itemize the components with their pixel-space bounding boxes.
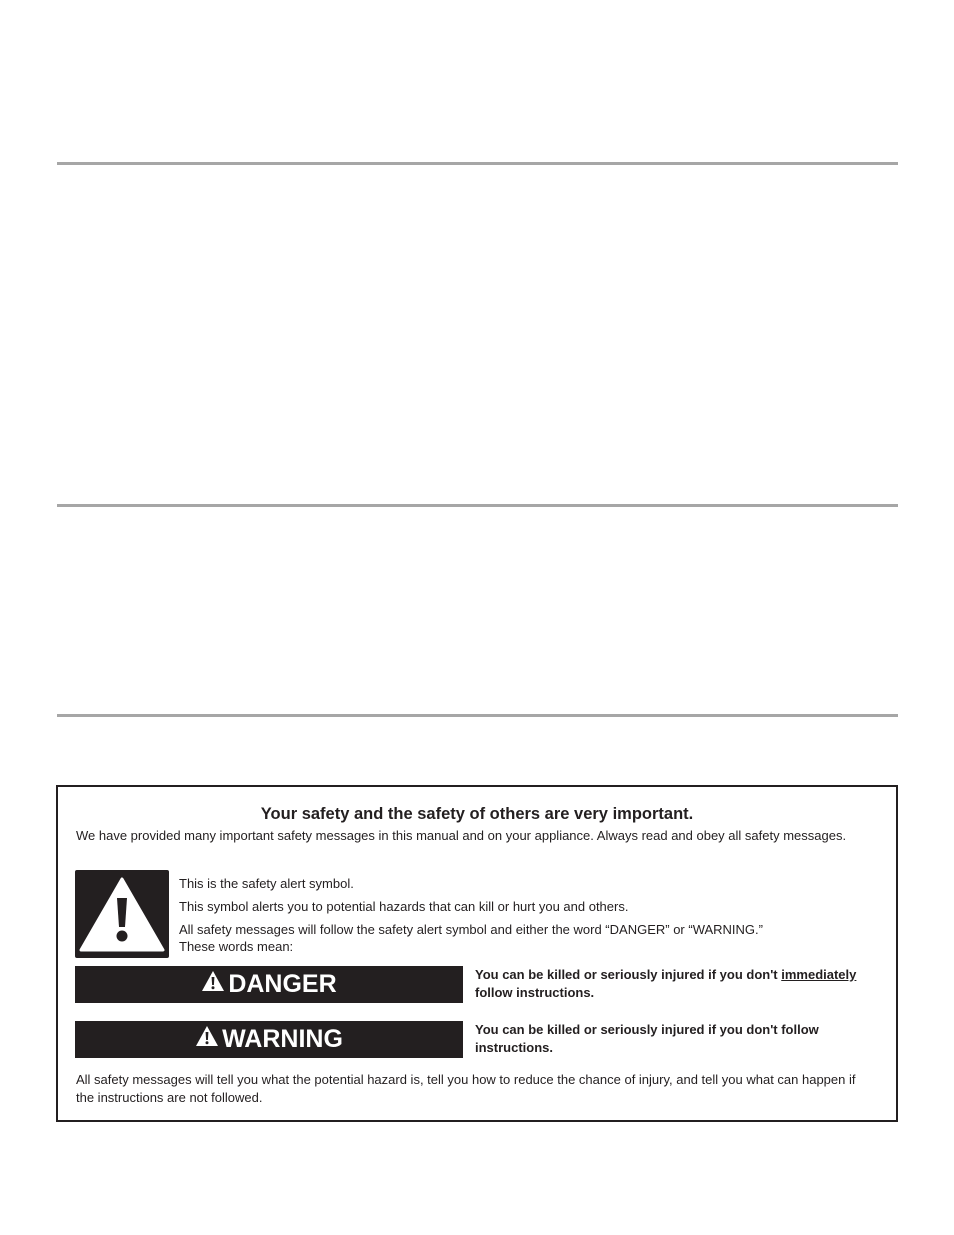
alert-line-meaning: These words mean: (179, 939, 294, 954)
safety-alert-symbol (75, 870, 169, 958)
safety-outro-text: All safety messages will tell you what the potential hazard is, tell you how to reduce the chance of injury, and tell you what can happen if the instructions are not followed. (76, 1072, 856, 1105)
alert-line-hazards: This symbol alerts you to potential hazards that can kill or hurt you and others. (179, 899, 629, 914)
divider-rule-bottom (57, 714, 898, 717)
warning-description: You can be killed or seriously injured if you don't follow instructions. (475, 1022, 819, 1055)
danger-desc-start: You can be killed or seriously injured if you don't (475, 967, 782, 982)
warning-label: WARNING (222, 1025, 343, 1053)
warning-triangle-icon (75, 870, 169, 958)
danger-banner (75, 966, 463, 1003)
warning-banner (75, 1021, 463, 1058)
divider-rule-middle (57, 504, 898, 507)
warning-triangle-icon (201, 970, 225, 999)
alert-line-signal-words: All safety messages will follow the safety alert symbol and either the word “DANGER” or “WARNING.” (179, 922, 763, 937)
alert-line-symbol: This is the safety alert symbol. (179, 876, 354, 891)
danger-desc-emphasis: immediately (781, 967, 857, 982)
safety-intro-text: We have provided many important safety messages in this manual and on your appliance. Always read and obey all safety messages. (76, 828, 847, 843)
warning-triangle-icon (195, 1025, 219, 1054)
danger-description (475, 966, 895, 1002)
divider-rule-top (57, 162, 898, 165)
safety-title: Your safety and the safety of others are very important. (260, 805, 694, 823)
danger-label: DANGER (228, 970, 337, 998)
danger-desc-end: follow instructions. (475, 985, 595, 1000)
safety-notice-box (56, 785, 898, 1122)
